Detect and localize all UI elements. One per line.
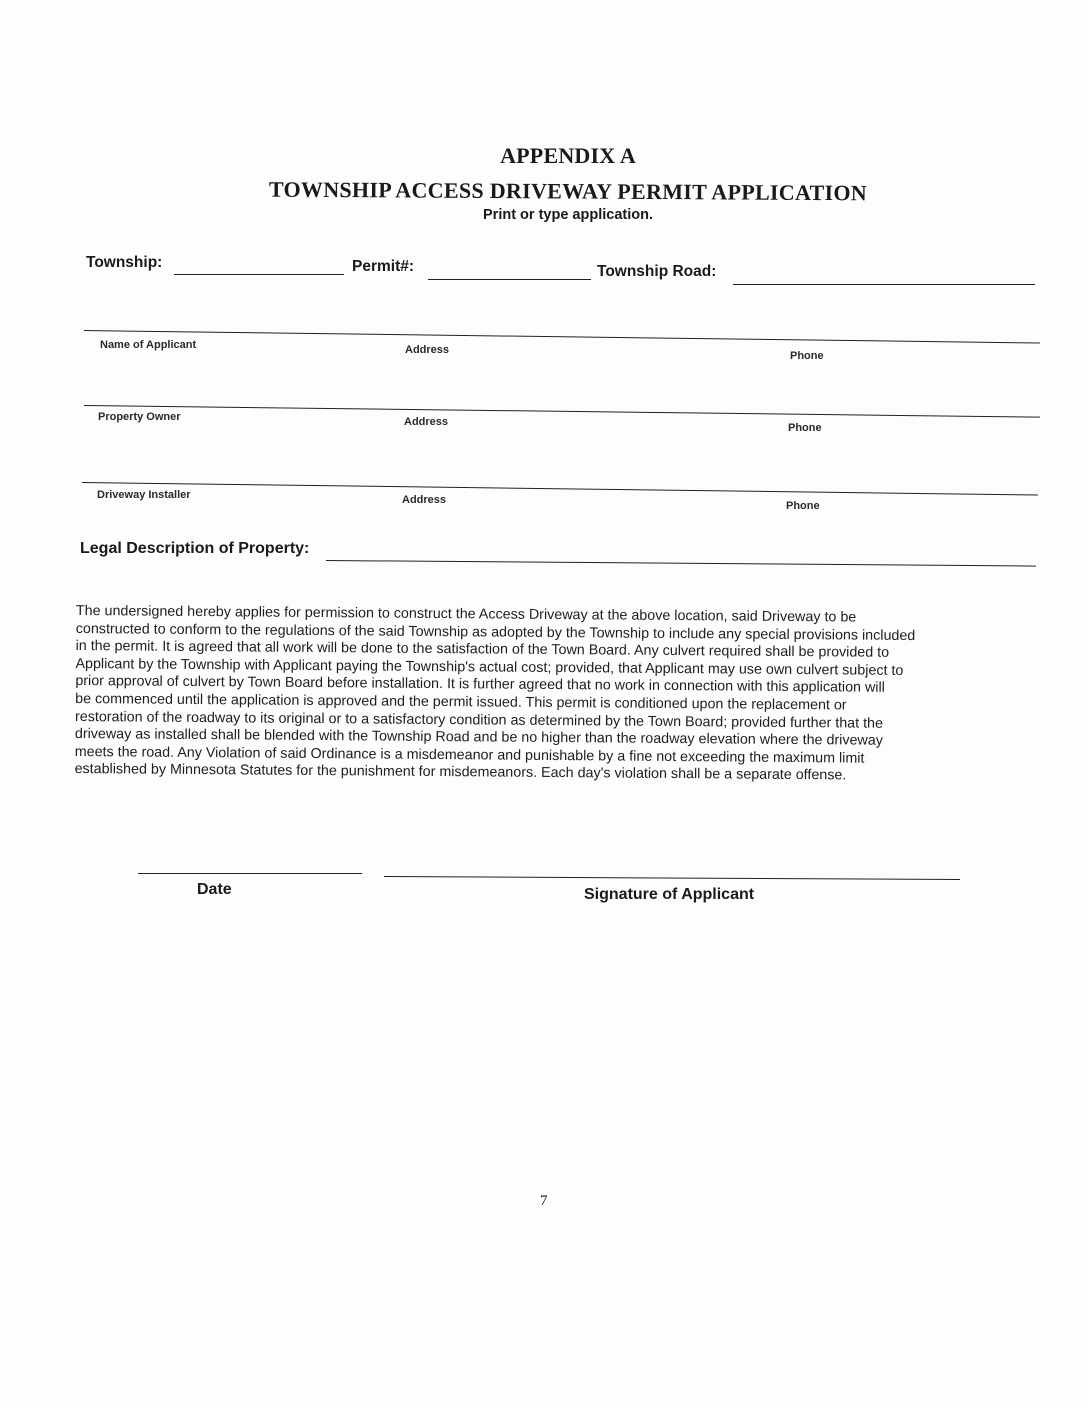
legal-description-field[interactable]: [326, 560, 1036, 567]
date-label: Date: [197, 881, 232, 898]
appendix-heading: APPENDIX A: [500, 143, 636, 168]
township-road-label: Township Road:: [597, 263, 717, 280]
signature-label: Signature of Applicant: [584, 886, 755, 903]
agreement-line: in the permit. It is agreed that all work will be done to the satisfaction of the Town Board. Any culvert required shall be provided to: [75, 638, 890, 662]
applicant-phone-label: Phone: [790, 350, 824, 362]
property-owner-address-label: Address: [404, 416, 449, 428]
driveway-installer-address-label: Address: [402, 494, 447, 506]
township-road-field[interactable]: [733, 284, 1035, 285]
property-owner-phone-label: Phone: [788, 422, 822, 434]
township-field[interactable]: [174, 274, 344, 275]
property-owner-label: Property Owner: [98, 411, 181, 423]
agreement-line: constructed to conform to the regulations of the said Township as adopted by the Township to include any special provisions included: [75, 620, 916, 644]
agreement-paragraph: [75, 603, 1066, 787]
form-instruction: Print or type application.: [483, 207, 653, 223]
agreement-line: established by Minnesota Statutes for the punishment for misdemeanors. Each day's violation shall be a separate offense.: [74, 761, 847, 784]
driveway-installer-phone-label: Phone: [786, 500, 820, 512]
permit-label: Permit#:: [352, 258, 415, 275]
permit-field[interactable]: [428, 279, 591, 280]
township-label: Township:: [86, 254, 163, 271]
property-owner-line[interactable]: [84, 405, 1040, 418]
agreement-line: restoration of the roadway to its original or to a satisfactory condition as determined by the Town Board; provided further that the: [74, 708, 884, 732]
agreement-line: be commenced until the application is approved and the permit issued. This permit is conditioned upon the replacement or: [75, 690, 847, 714]
applicant-address-label: Address: [405, 344, 450, 356]
form-title: TOWNSHIP ACCESS DRIVEWAY PERMIT APPLICATION: [268, 176, 868, 206]
driveway-installer-label: Driveway Installer: [97, 489, 191, 501]
date-field[interactable]: [138, 873, 362, 874]
driveway-installer-line[interactable]: [82, 482, 1038, 496]
applicant-name-label: Name of Applicant: [100, 339, 197, 351]
legal-description-label: Legal Description of Property:: [80, 540, 310, 557]
signature-field[interactable]: [384, 876, 960, 880]
agreement-line: meets the road. Any Violation of said Ordinance is a misdemeanor and punishable by a fine not exceeding the maximum limit: [74, 743, 865, 767]
agreement-line: driveway as installed shall be blended with the Township Road and be no higher than the roadway elevation where the driveway: [74, 726, 883, 749]
page-number: 7: [540, 1193, 548, 1209]
agreement-line: The undersigned hereby applies for permission to construct the Access Driveway at the above location, said Driveway to be: [75, 603, 857, 626]
agreement-line: Applicant by the Township with Applicant paying the Township's actual cost; provided, that Applicant may use own culvert subject to: [75, 655, 904, 679]
applicant-line[interactable]: [84, 330, 1040, 344]
agreement-line: prior approval of culvert by Town Board before installation. It is further agreed that no work in connection with this application will: [75, 673, 885, 697]
